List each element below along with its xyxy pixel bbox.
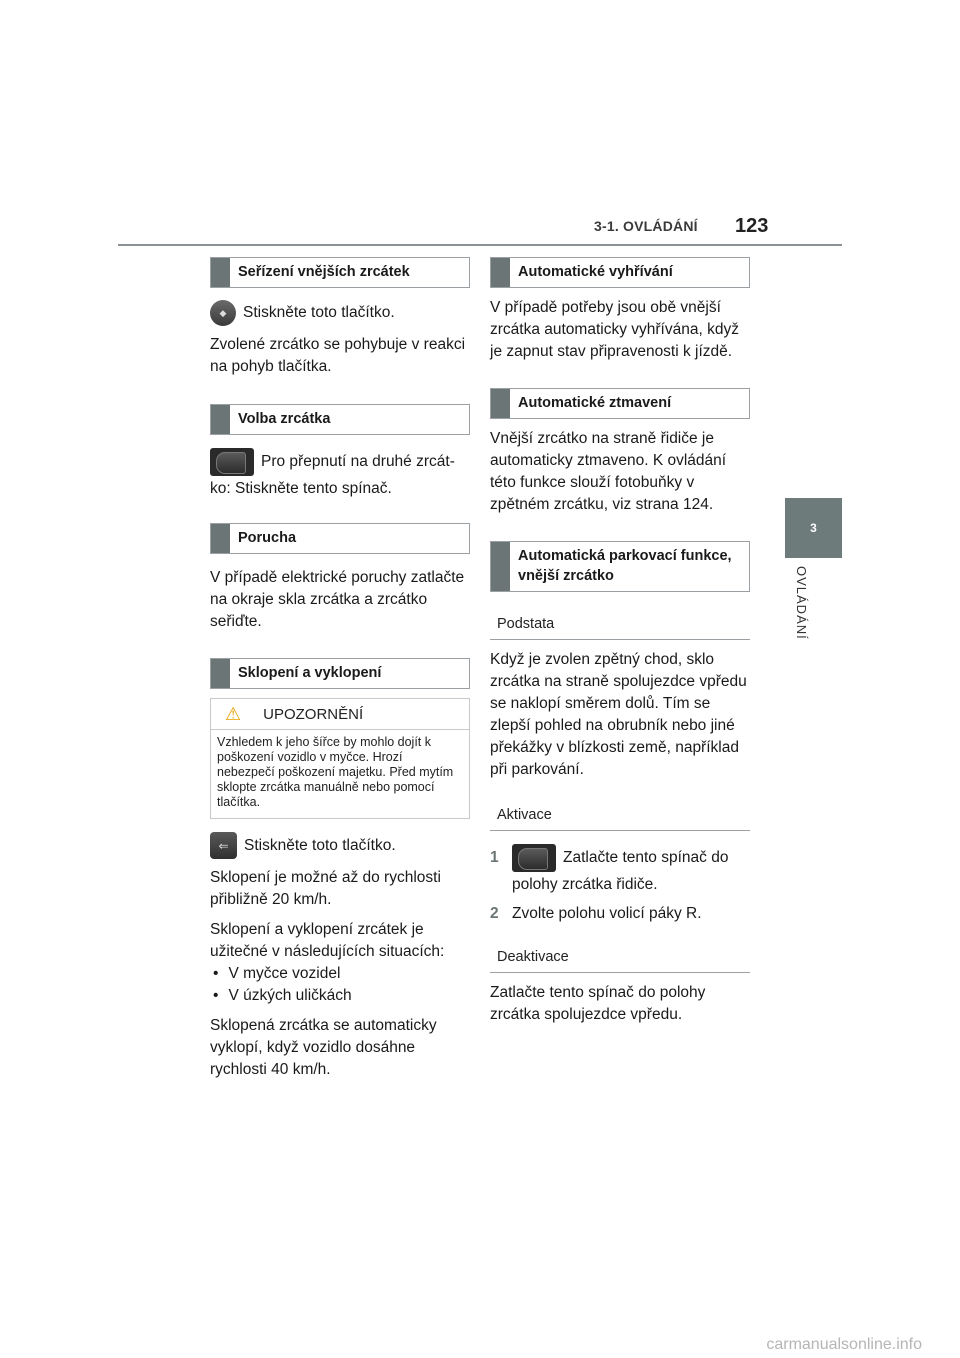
section-title: 3-1. OVLÁDÁNÍ [594,218,698,234]
paragraph: Vnější zrcátko na straně řidiče je automaticky ztmaveno. K ovládání této funkce slouží fotobuňky v zpětném zrcátku, viz strana 124. [490,430,727,513]
heading-mirror-adjust: Seřízení vnějších zrcátek [210,257,470,288]
joystick-button-icon: ◆ [210,300,236,326]
warning-header [211,699,469,730]
step-1-cont [490,874,750,896]
rocker-switch-icon [512,844,556,872]
step-2 [490,903,750,925]
paragraph: Stiskněte toto tlačítko. [243,304,395,321]
fold-line [210,832,470,859]
heading-parking-function: Automatická parkovací funkce, vnější zrcátko [490,541,750,592]
header-divider [118,244,842,246]
watermark: carmanualsonline.info [766,1336,922,1353]
paragraph: V případě potřeby jsou obě vnější zrcátka automaticky vyhřívána, když je zapnut stav připravenosti k jízdě. [490,299,739,360]
warning-title: UPOZORNĚNÍ [263,705,364,723]
subheading-principle: Podstata [490,612,750,640]
step-text: Zvolte polohu volicí páky R. [512,905,702,922]
paragraph: Stiskněte toto tlačítko. [244,836,396,854]
step-number: 2 [490,905,499,922]
paragraph: V případě elektrické poruchy zatlačte na okraje skla zrcátka a zrcátko seřiďte. [210,569,465,630]
subheading-activation: Aktivace [490,803,750,831]
subheading-deactivation: Deaktivace [490,945,750,973]
left-column [210,257,470,1081]
warning-triangle-icon: ⚠ [225,703,242,724]
right-column [490,257,750,1026]
heading-mirror-select: Volba zrcátka [210,404,470,435]
heading-auto-dimming: Automatické ztmavení [490,388,750,419]
step-text: polohy zrcátka řidiče. [512,876,658,893]
situations-list [210,963,470,1007]
chapter-label: OVLÁDÁNÍ [794,566,809,640]
step-number: 1 [490,849,499,866]
heading-fold: Sklopení a vyklopení [210,658,470,689]
heading-fault: Porucha [210,523,470,554]
page-number: 123 [735,215,769,237]
rocker-switch-icon [210,448,254,476]
step-text: Zatlačte tento spínač do [563,849,729,866]
adjust-line [210,300,470,326]
warning-box [210,698,470,819]
paragraph: Zatlačte tento spínač do polohy zrcátka spolujezdce vpředu. [490,984,706,1023]
select-line [210,448,470,476]
paragraph: Když je zvolen zpětný chod, sklo zrcátka na straně spolujezdce vpředu se naklopí směrem dolů. Tím se zlepší pohled na obrubník nebo jiné překážky v blízkosti země, například při parkování. [490,651,747,778]
list-item: • V úzkých uličkách [210,985,470,1007]
warning-text: Vzhledem k jeho šířce by mohlo dojít k poškození vozidlo v myčce. Hrozí nebezpečí poškození majetku. Před mytím sklopte zrcátka manuálně nebo pomocí tlačítka. [217,735,454,809]
paragraph: Sklopení je možné až do rychlosti přibližně 20 km/h. [210,869,441,908]
paragraph: Pro přepnutí na druhé zrcát- [261,453,455,470]
paragraph: Sklopená zrcátka se automaticky vyklopí, když vozidlo dosáhne rychlosti 40 km/h. [210,1017,437,1078]
step-1 [490,844,750,872]
paragraph: ko: Stiskněte tento spínač. [210,480,392,497]
fold-mirror-button-icon: ⇐ [210,832,237,859]
paragraph: Sklopení a vyklopení zrcátek je užitečné v následujících situacích: [210,921,445,960]
heading-auto-heating: Automatické vyhřívání [490,257,750,288]
chapter-tab: 3 [785,498,842,558]
list-item: • V myčce vozidel [210,963,470,985]
paragraph: Zvolené zrcátko se pohybuje v reakci na pohyb tlačítka. [210,336,466,375]
